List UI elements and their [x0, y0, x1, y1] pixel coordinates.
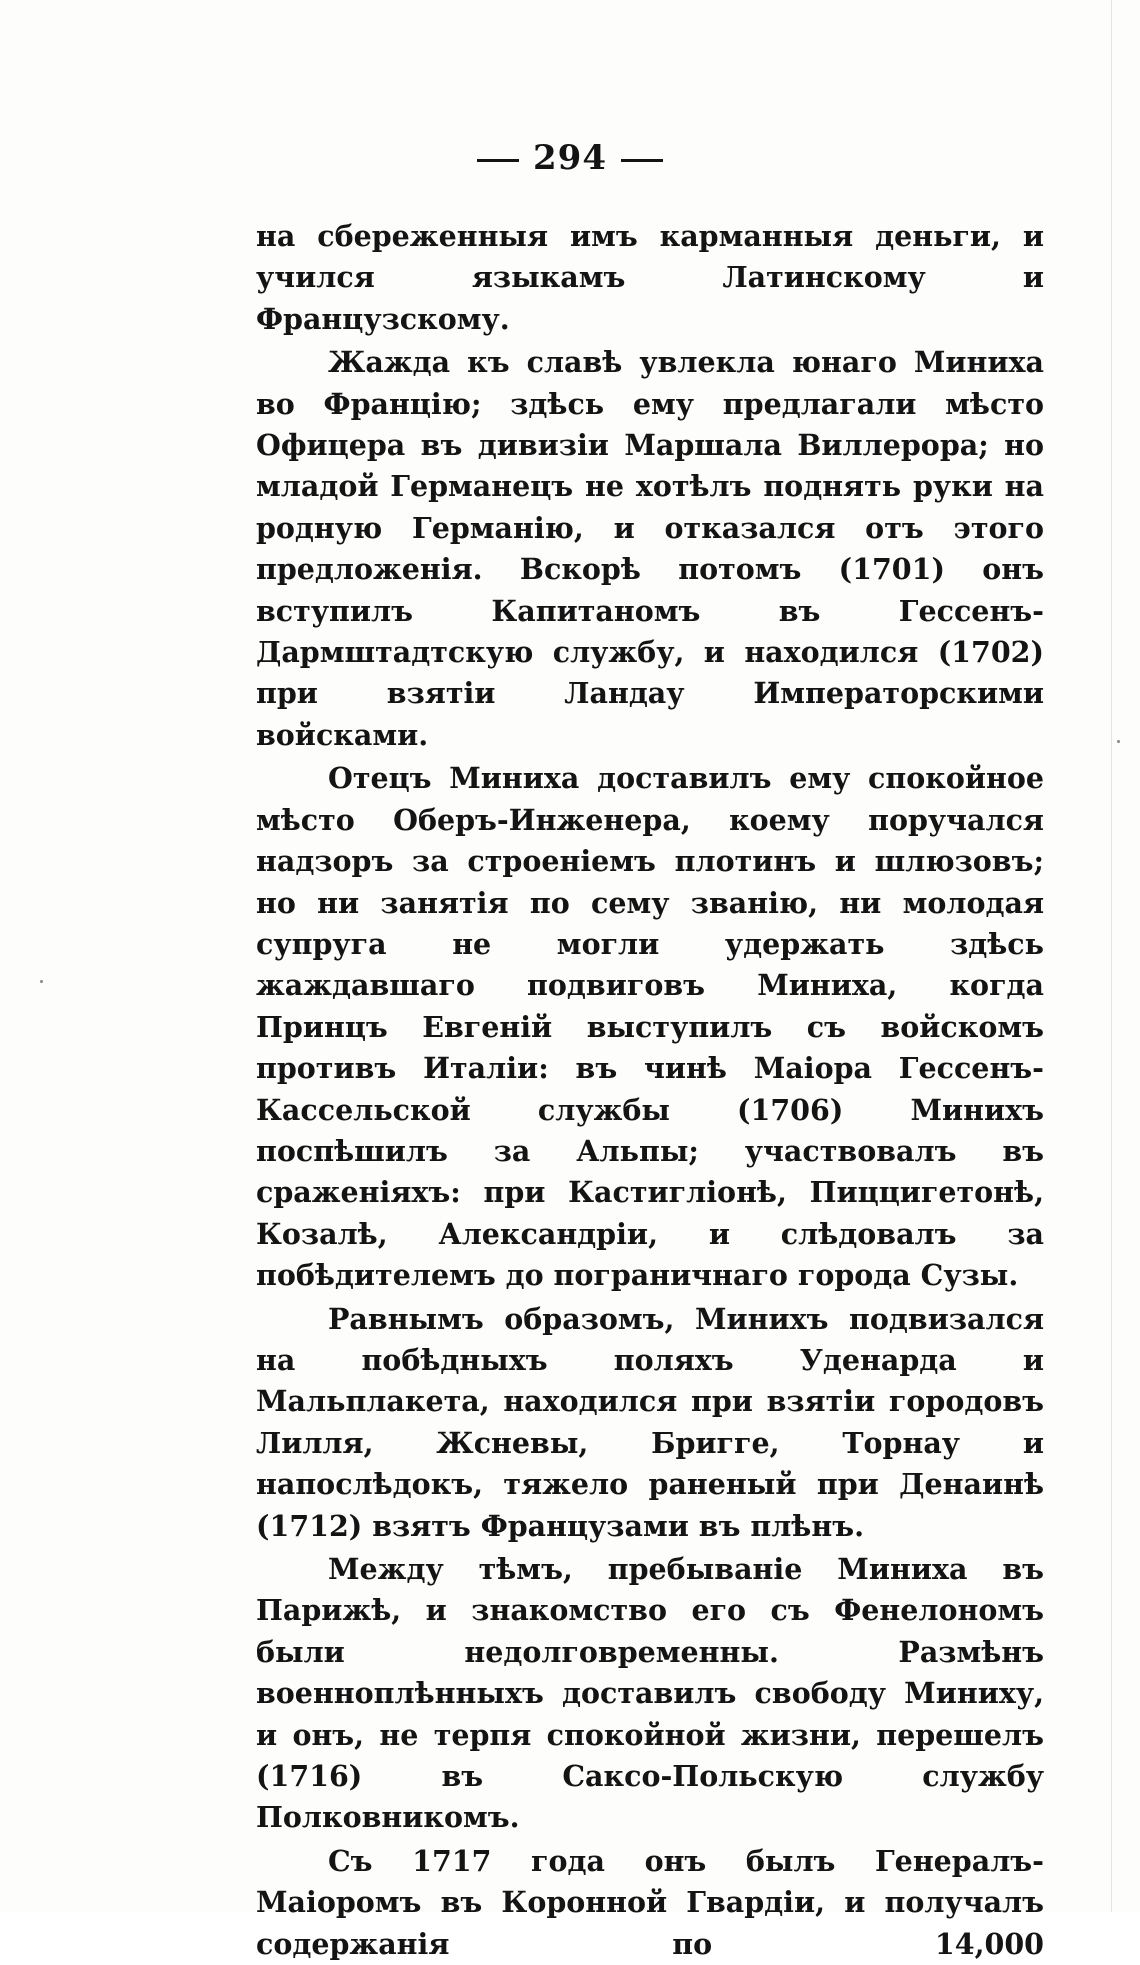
scan-speck [40, 980, 43, 983]
paragraph: Равнымъ образомъ, Минихъ подвизался на побѣдныхъ поляхъ Уденарда и Мальплакета, находился при взятіи городовъ Лилля, Жсневы, Бригге, Торнау и напослѣдокъ, тяжело раненый при Денаинѣ (1712) взятъ Французами въ плѣнъ. [256, 1301, 1044, 1543]
page-number: 294 [533, 138, 607, 178]
paragraph: Отецъ Миниха доставилъ ему спокойное мѣсто Оберъ-Инженера, коему поручался надзоръ за строеніемъ плотинъ и шлюзовъ; но ни занятія по сему званію, ни молодая супруга не могли удержать здѣсь жаждавшаго подвиговъ Миниха, когда Принцъ Евгеній выступилъ съ войскомъ противъ Италіи: въ чинѣ Маіора Гессенъ-Кассельской службы (1706) Минихъ поспѣшилъ за Альпы; участвовалъ въ сраженіяхъ: при Кастигліонѣ, Пиццигетонѣ, Козалѣ, Александріи, и слѣдовалъ за побѣдителемъ до пограничнаго города Сузы. [256, 761, 1044, 1293]
paragraph-continuation: на сбереженныя имъ карманныя деньги, и учился языкамъ Латинскому и Французскому. [256, 219, 1044, 336]
page-number-header [0, 138, 1140, 178]
scan-speck [1117, 740, 1120, 743]
paragraph: Между тѣмъ, пребываніе Миниха въ Парижѣ, и знакомство его съ Фенелономъ были недолговременны. Размѣнъ военноплѣнныхъ доставилъ свободу Миниху, и онъ, не терпя спокойной жизни, перешелъ (1716) въ Саксо-Польскую службу Полковникомъ. [256, 1552, 1044, 1835]
right-dash [621, 159, 663, 162]
body-text [256, 216, 1044, 1965]
page-edge-shadow [1111, 0, 1112, 1912]
paragraph-continues-next-page: Съ 1717 года онъ былъ Генералъ-Маіоромъ въ Коронной Гвардіи, и получалъ содержанія по 14,000 [256, 1843, 1044, 1961]
left-dash [477, 159, 519, 162]
paragraph: Жажда къ славѣ увлекла юнаго Миниха во Францію; здѣсь ему предлагали мѣсто Офицера въ дивизіи Маршала Виллерора; но младой Германецъ не хотѣлъ поднять руки на родную Германію, и отказался отъ этого предложенія. Вскорѣ потомъ (1701) онъ вступилъ Капитаномъ въ Гессенъ-Дармштадтскую службу, и находился (1702) при взятіи Ландау Императорскими войсками. [256, 345, 1044, 752]
